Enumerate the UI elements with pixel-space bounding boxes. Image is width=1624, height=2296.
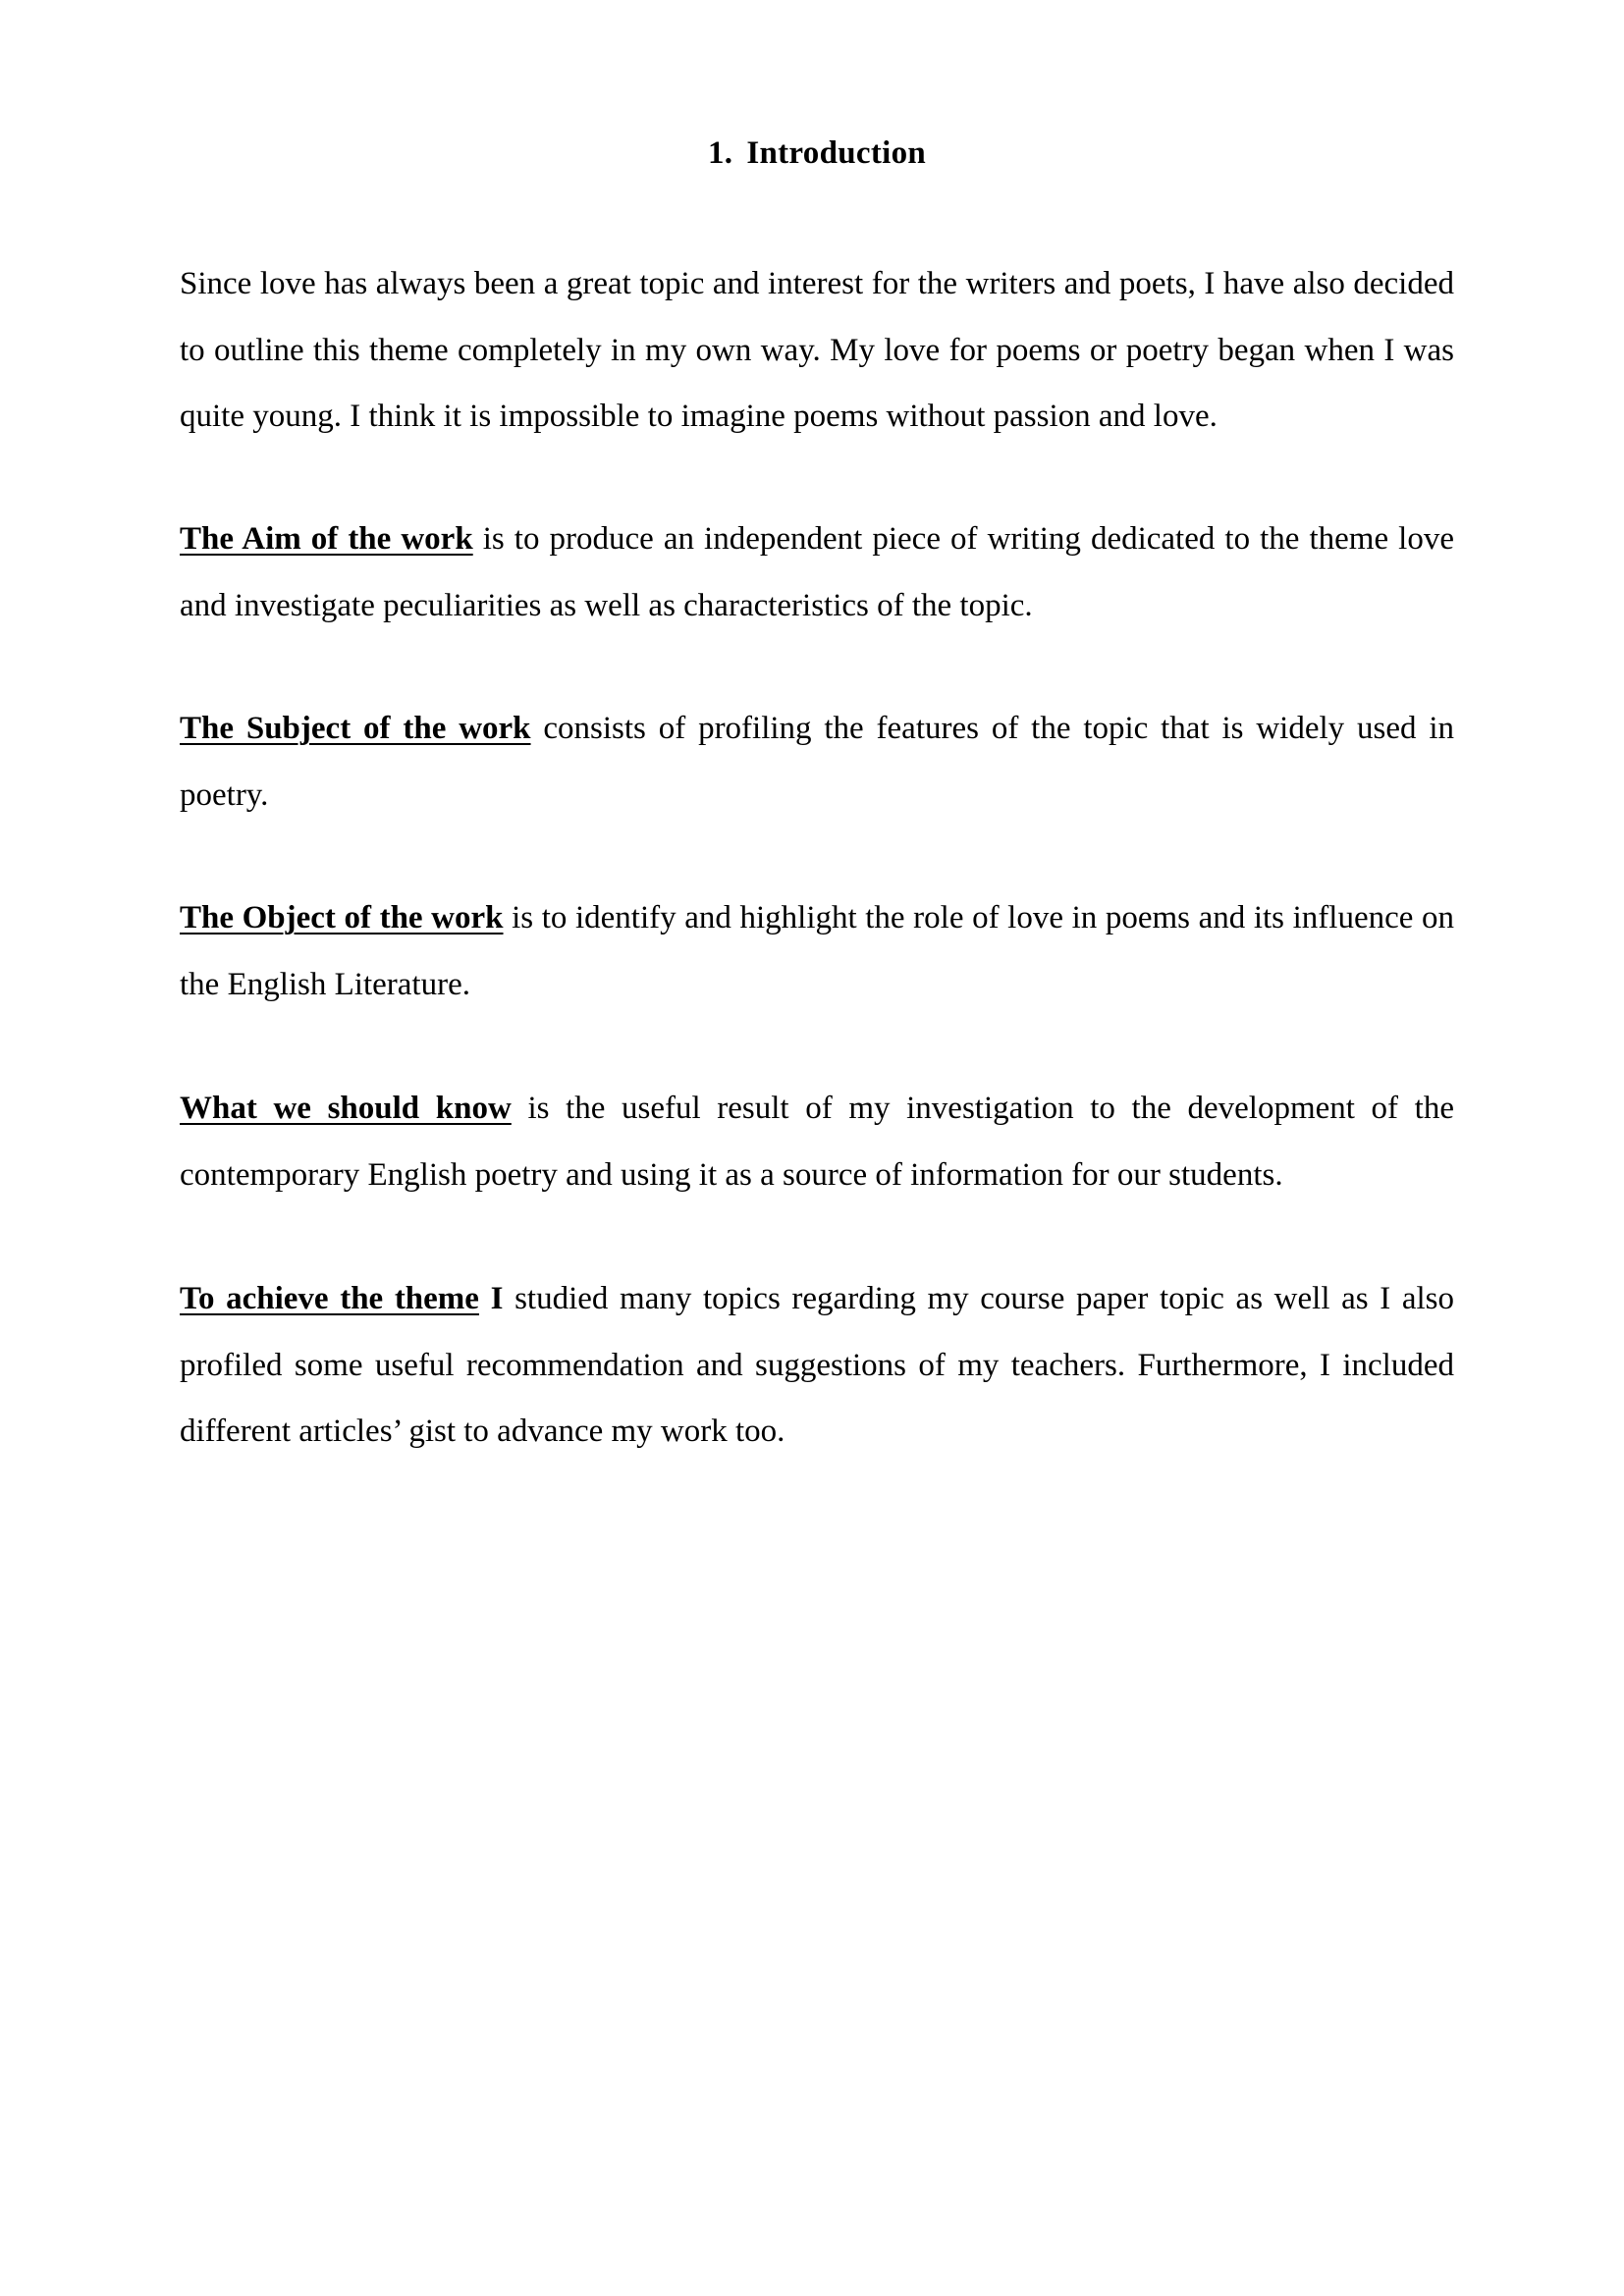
achieve-paragraph [180,1266,1454,1466]
know-text: is the useful result of my investigation to the development of the contemporary English poetry and using it as a source of information for our students. [180,1091,1454,1193]
subject-text: consists of profiling the features of the topic that is widely used in poetry. [180,711,1454,813]
aim-term: The Aim of the work [180,521,473,557]
aim-text: is to produce an independent piece of writing dedicated to the theme love and investigate peculiarities as well as characteristics of the topic. [180,521,1454,623]
object-term: The Object of the work [180,900,504,935]
achieve-term: To achieve the theme [180,1281,479,1316]
section-heading [180,133,1454,173]
section-number: 1. [707,135,733,171]
aim-paragraph [180,507,1454,639]
intro-paragraph [180,251,1454,451]
subject-term: The Subject of the work [180,711,531,746]
object-text: is to identify and highlight the role of love in poems and its influence on the English Literature. [180,900,1454,1002]
subject-paragraph [180,696,1454,828]
achieve-bold-word: I [478,1281,504,1316]
know-paragraph [180,1076,1454,1208]
section-title: Introduction [746,135,927,171]
achieve-text: studied many topics regarding my course paper topic as well as I also profiled some useful recommendation and suggestions of my teachers. Furthermore, I included different articles’ gist to advance my work too. [180,1281,1455,1449]
object-paragraph [180,885,1454,1018]
know-term: What we should know [180,1091,512,1126]
intro-text: Since love has always been a great topic and interest for the writers and poets, I have also decided to outline this theme completely in my own way. My love for poems or poetry began when I was quite young. I think it is impossible to imagine poems without passion and love. [180,266,1454,434]
